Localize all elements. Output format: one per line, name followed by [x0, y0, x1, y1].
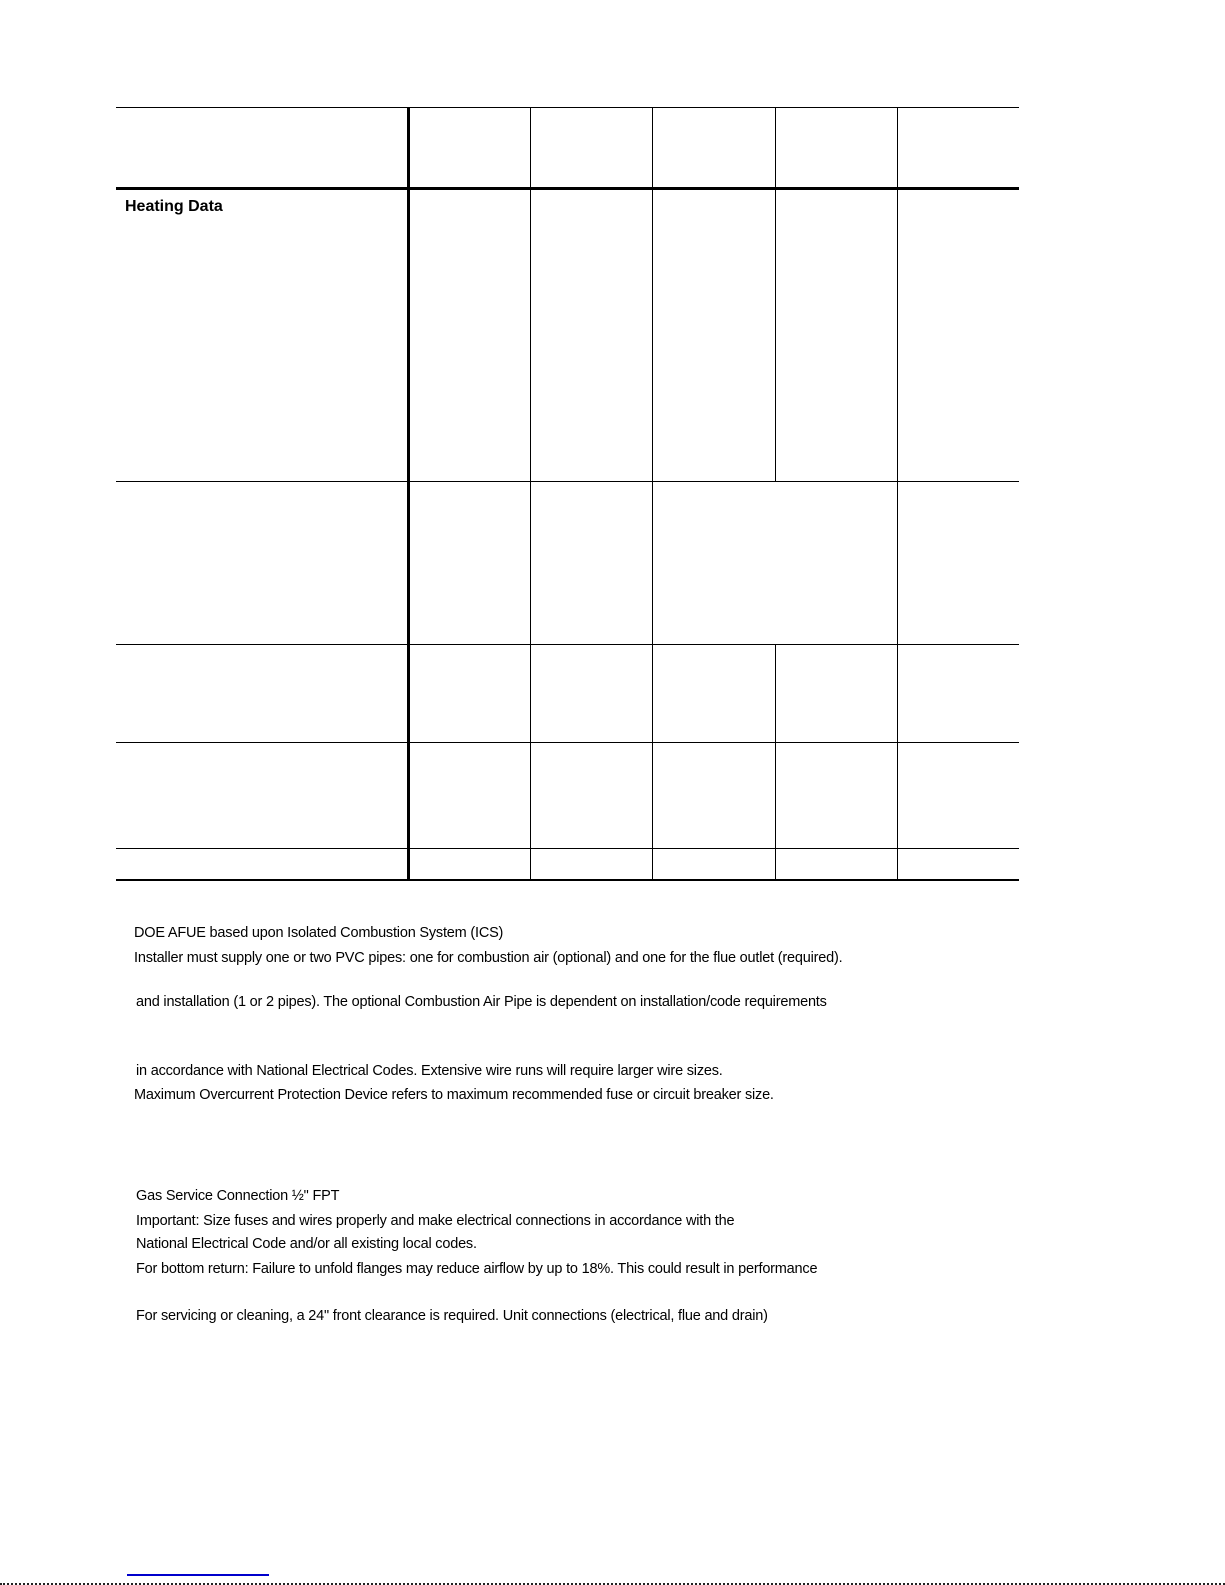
note: For bottom return: Failure to unfold flanges may reduce airflow by up to 18%. This could result in performance — [136, 1261, 818, 1277]
row-divider — [116, 848, 1019, 849]
note: National Electrical Code and/or all existing local codes. — [136, 1236, 477, 1252]
note: and installation (1 or 2 pipes). The optional Combustion Air Pipe is dependent on installation/code requirements — [136, 994, 827, 1010]
row-divider — [116, 644, 1019, 645]
note: Installer must supply one or two PVC pipes: one for combustion air (optional) and one for the flue outlet (required). — [134, 950, 843, 966]
header-bottom-rule — [116, 187, 1019, 190]
note: in accordance with National Electrical Codes. Extensive wire runs will require larger wire sizes. — [136, 1063, 723, 1079]
note: Important: Size fuses and wires properly and make electrical connections in accordance with the — [136, 1213, 735, 1229]
table-top-rule — [116, 107, 1019, 108]
column-divider — [407, 107, 410, 881]
note: Gas Service Connection ½" FPT — [136, 1188, 340, 1204]
column-divider — [897, 107, 898, 881]
column-divider — [775, 107, 776, 481]
column-divider — [530, 107, 531, 881]
table-bottom-rule — [116, 879, 1019, 881]
column-divider — [775, 644, 776, 881]
column-divider — [652, 107, 653, 881]
row-divider — [116, 742, 1019, 743]
note: For servicing or cleaning, a 24" front clearance is required. Unit connections (electrical, flue and drain) — [136, 1308, 768, 1324]
note: Maximum Overcurrent Protection Device refers to maximum recommended fuse or circuit breaker size. — [134, 1087, 774, 1103]
section-heading-heating-data: Heating Data — [125, 198, 223, 215]
link-underline[interactable] — [127, 1574, 269, 1576]
row-divider — [116, 481, 1019, 482]
note: DOE AFUE based upon Isolated Combustion System (ICS) — [134, 925, 504, 941]
